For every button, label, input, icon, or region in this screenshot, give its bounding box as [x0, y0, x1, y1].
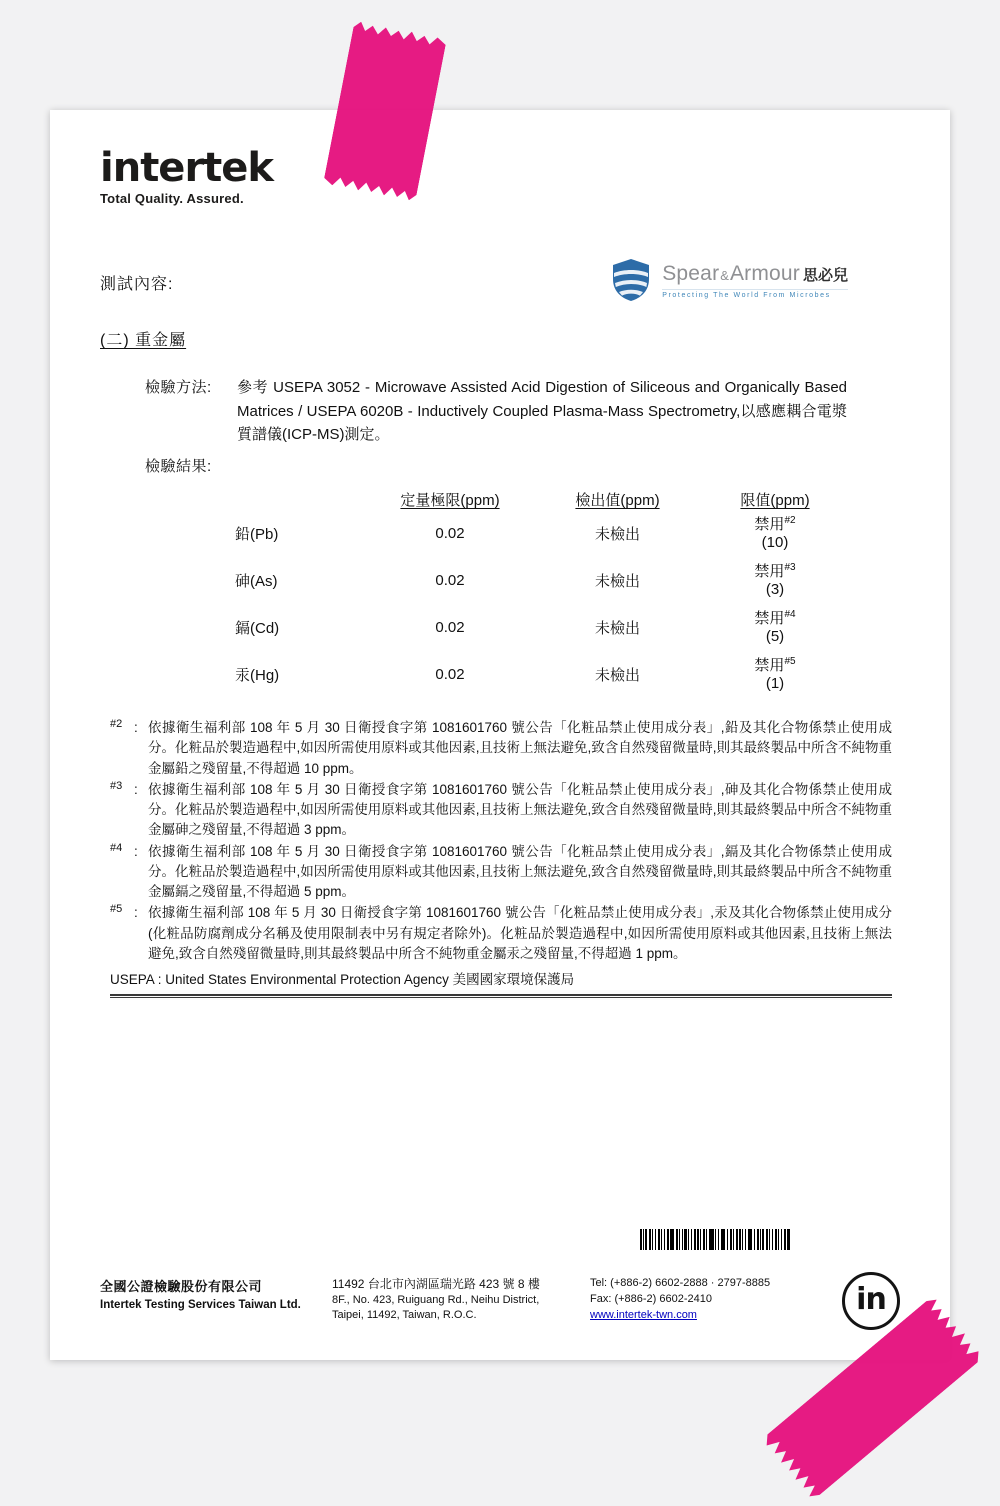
loq-cell: 0.02 — [435, 572, 465, 590]
roundel-text: in — [856, 1281, 886, 1317]
spear-armour-text — [662, 262, 848, 299]
limit-value: (5) — [765, 628, 785, 646]
loq-cell: 0.02 — [435, 666, 465, 684]
intertek-logo — [100, 145, 900, 206]
website-link[interactable]: www.intertek-twn.com — [590, 1308, 697, 1321]
page-footer — [100, 1276, 900, 1330]
spear-name: Spear — [662, 261, 720, 285]
section-title-heavy-metals: (二) 重金屬 — [100, 332, 187, 349]
header-limit: 限值(ppm) — [740, 492, 810, 510]
footer-contact — [590, 1276, 802, 1324]
limit-value: (3) — [765, 581, 785, 599]
substance-cell: 汞(Hg) — [235, 667, 280, 685]
footnote-colon: : — [134, 720, 138, 736]
table-header-row — [235, 482, 860, 510]
footnote-colon: : — [134, 781, 138, 797]
results-table — [235, 482, 860, 698]
substance-cell: 砷(As) — [235, 573, 278, 591]
footnotes — [110, 718, 892, 965]
intertek-tagline: Total Quality. Assured. — [100, 191, 244, 206]
method-row — [145, 376, 900, 447]
footnote-marker: #5 — [110, 903, 123, 916]
shield-icon — [608, 257, 654, 303]
result-cell: 未檢出 — [594, 667, 640, 685]
limit-cell — [690, 656, 860, 693]
footnote-text: 依據衛生福利部 108 年 5 月 30 日衛授食字第 1081601760 號公告「化粧品禁止使用成分表」,鉛及其化合物係禁止使用成分。化粧品於製造過程中,如因所需使用原料或其他因素,且技術上無法避免,致含自然殘留微量時,則其最終製品中所含不純物重金屬鉛之殘留量,不得超過 10 ppm。 — [148, 720, 893, 776]
test-content-header — [100, 257, 900, 303]
loq-cell: 0.02 — [435, 619, 465, 637]
header-detected: 檢出值(ppm) — [575, 492, 660, 510]
footnote-item — [110, 903, 892, 964]
footnote-marker: #2 — [110, 718, 123, 731]
result-cell: 未檢出 — [594, 526, 640, 544]
table-row — [235, 510, 860, 557]
footnote-text: 依據衛生福利部 108 年 5 月 30 日衛授食字第 1081601760 號公告「化粧品禁止使用成分表」,汞及其化合物係禁止使用成分(化粧品防腐劑成分名稱及使用限制表中另有規定者除外)。化粧品於製造過程中,如因所需使用原料或其他因素,且技術上無法避免,致含自然殘留微量時,則其最終製品中所含不純物重金屬汞之殘留量,不得超過 1 ppm。 — [148, 905, 892, 961]
fax-line: Fax: (+886-2) 6602-2410 — [590, 1292, 712, 1305]
substance-cell: 鎘(Cd) — [235, 620, 280, 638]
footnote-marker: #3 — [110, 779, 123, 792]
footnote-colon: : — [134, 905, 138, 921]
method-text: 參考 USEPA 3052 - Microwave Assisted Acid Digestion of Siliceous and Organically Based Matrices / USEPA 6020B - Inductively Coupled Plasma-Mass Spectrometry,以感應耦合電漿質譜儀(ICP-MS)測定。 — [237, 379, 847, 444]
ampersand: & — [720, 267, 729, 283]
results-label: 檢驗結果: — [145, 458, 212, 476]
footer-address — [332, 1276, 590, 1324]
company-name-en: Intertek Testing Services Taiwan Ltd. — [100, 1299, 301, 1311]
limit-text: 禁用 — [754, 610, 785, 628]
limit-value: (10) — [761, 534, 789, 552]
header-loq: 定量極限(ppm) — [400, 492, 500, 510]
spacer — [100, 998, 900, 1229]
loq-cell: 0.02 — [435, 525, 465, 543]
footnote-item — [110, 842, 892, 903]
limit-footnote-ref: #4 — [784, 609, 796, 621]
method-label: 檢驗方法: — [145, 379, 212, 396]
table-row — [235, 604, 860, 651]
report-page — [50, 110, 950, 1360]
address-zh: 11492 台北市內湖區瑞光路 423 號 8 樓 — [332, 1277, 540, 1291]
limit-footnote-ref: #3 — [784, 562, 796, 574]
spear-armour-names — [662, 262, 848, 286]
limit-text: 禁用 — [754, 516, 785, 534]
address-en-line1: 8F., No. 423, Ruiguang Rd., Neihu District, — [332, 1293, 540, 1306]
limit-cell — [690, 515, 860, 552]
limit-footnote-ref: #5 — [784, 656, 796, 668]
test-content-label: 測試內容: — [100, 276, 174, 293]
result-cell: 未檢出 — [594, 620, 640, 638]
substance-cell: 鉛(Pb) — [235, 526, 279, 544]
footnote-item — [110, 780, 892, 841]
usepa-note: USEPA : United States Environmental Protection Agency 美國國家環境保護局 — [110, 972, 575, 988]
intertek-roundel-logo — [842, 1272, 900, 1330]
footnote-colon: : — [134, 843, 138, 859]
armour-name: Armour — [729, 261, 800, 285]
footnote-text: 依據衛生福利部 108 年 5 月 30 日衛授食字第 1081601760 號公告「化粧品禁止使用成分表」,鎘及其化合物係禁止使用成分。化粧品於製造過程中,如因所需使用原料或其他因素,且技術上無法避免,致含自然殘留微量時,則其最終製品中所含不純物重金屬鎘之殘留量,不得超過 5 ppm。 — [148, 843, 893, 900]
spear-armour-logo — [608, 257, 848, 303]
footnote-item — [110, 718, 892, 779]
limit-cell — [690, 562, 860, 599]
intertek-wordmark: intertek — [100, 145, 274, 191]
limit-text: 禁用 — [754, 657, 785, 675]
footnote-text: 依據衛生福利部 108 年 5 月 30 日衛授食字第 1081601760 號公告「化粧品禁止使用成分表」,砷及其化合物係禁止使用成分。化粧品於製造過程中,如因所需使用原料或其他因素,且技術上無法避免,致含自然殘留微量時,則其最終製品中所含不純物重金屬砷之殘留量,不得超過 3 ppm。 — [148, 781, 893, 838]
barcode — [640, 1229, 790, 1250]
limit-footnote-ref: #2 — [784, 515, 796, 527]
footer-company — [100, 1276, 332, 1311]
limit-value: (1) — [765, 675, 785, 693]
company-name-zh: 全國公證檢驗股份有限公司 — [100, 1279, 263, 1294]
footnote-marker: #4 — [110, 841, 123, 854]
table-row — [235, 651, 860, 698]
result-cell: 未檢出 — [594, 573, 640, 591]
table-row — [235, 557, 860, 604]
spear-armour-tagline: Protecting The World From Microbes — [662, 289, 848, 299]
address-en-line2: Taipei, 11492, Taiwan, R.O.C. — [332, 1309, 477, 1322]
spear-armour-chinese-name: 思必兒 — [802, 266, 848, 284]
limit-text: 禁用 — [754, 563, 785, 581]
tel-line: Tel: (+886-2) 6602-2888 · 2797-8885 — [590, 1277, 771, 1289]
limit-cell — [690, 609, 860, 646]
